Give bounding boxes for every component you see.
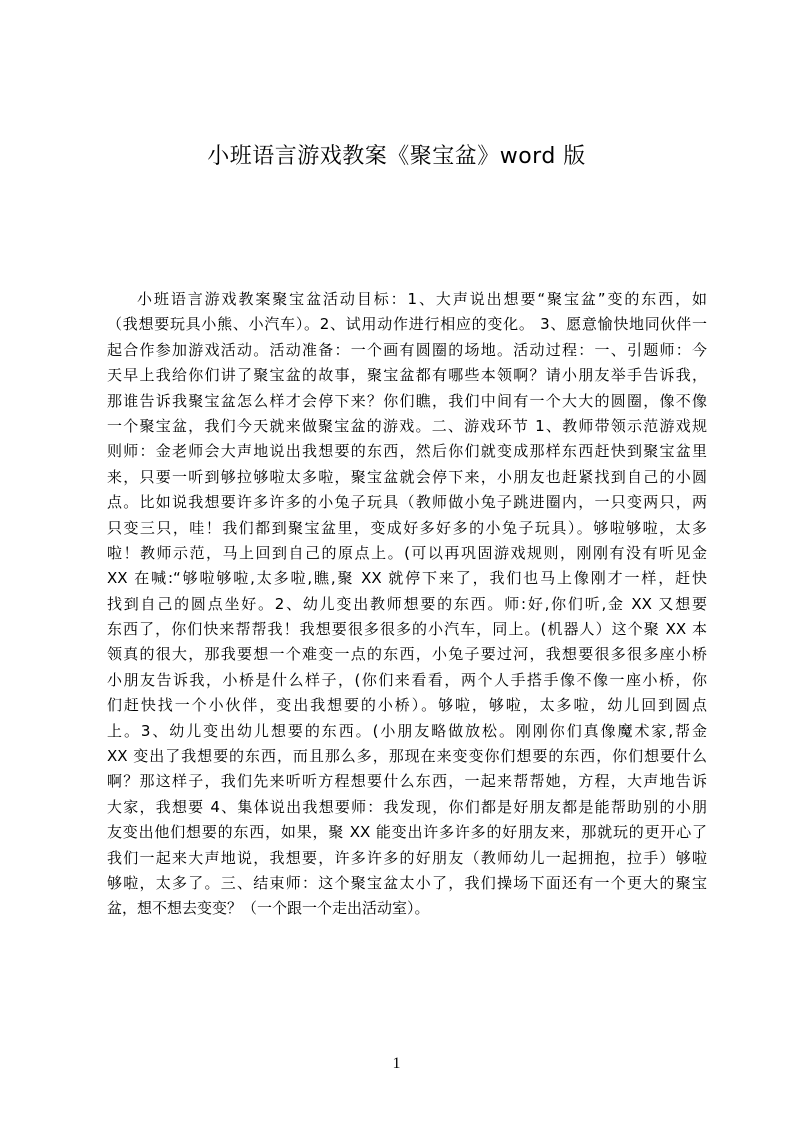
paragraph-line: 只变三只，哇！我们都到聚宝盆里，变成好多好多的小兔子玩具）。够啦够啦，太多 (107, 518, 707, 537)
paragraph-line: 那谁告诉我聚宝盆怎么样才会停下来？你们瞧，我们中间有一个大大的圆圈，像不像 (107, 391, 707, 410)
paragraph-line: 一个聚宝盆，我们今天就来做聚宝盆的游戏。二、游戏环节 1、教师带领示范游戏规 (107, 416, 707, 435)
paragraph-line: 上。3、幼儿变出幼儿想要的东西。(小朋友略做放松。刚刚你们真像魔术家,帮金 (107, 721, 707, 740)
paragraph-line: 天早上我给你们讲了聚宝盆的故事，聚宝盆都有哪些本领啊？请小朋友举手告诉我， (107, 366, 707, 385)
paragraph-line: （我想要玩具小熊、小汽车）。2、试用动作进行相应的变化。 3、愿意愉快地同伙伴一 (107, 315, 707, 334)
paragraph-line: 领真的很大，那我要想一个难变一点的东西，小兔子要过河，我想要很多很多座小桥 (107, 645, 707, 664)
paragraph-line: 啊？那这样子，我们先来听听方程想要什么东西，一起来帮帮她，方程，大声地告诉 (107, 772, 707, 791)
paragraph-line: 够啦，太多了。三、结束师：这个聚宝盆太小了，我们操场下面还有一个更大的聚宝 (107, 873, 707, 892)
paragraph-line: 我们一起来大声地说，我想要，许多许多的好朋友（教师幼儿一起拥抱，拉手）够啦 (107, 848, 707, 867)
paragraph-line: 则师：金老师会大声地说出我想要的东西，然后你们就变成那样东西赶快到聚宝盆里 (107, 442, 707, 461)
page-number: 1 (392, 1055, 401, 1072)
document-title: 小班语言游戏教案《聚宝盆》word 版 (207, 144, 586, 169)
paragraph-line: XX 变出了我想要的东西，而且那么多，那现在来变变你们想要的东西，你们想要什么 (107, 747, 707, 766)
paragraph-line: 大家，我想要 4、集体说出我想要师：我发现，你们都是好朋友都是能帮助别的小朋 (107, 797, 707, 816)
paragraph-line: 小朋友告诉我，小桥是什么样子，(你们来看看，两个人手搭手像不像一座小桥，你 (107, 670, 707, 689)
paragraph-line: XX 在喊:“够啦够啦,太多啦,瞧,聚 XX 就停下来了，我们也马上像刚才一样，赶快 (107, 569, 707, 588)
paragraph-line: 点。比如说我想要许多许多的小兔子玩具（教师做小兔子跳进圈内，一只变两只，两 (107, 493, 707, 512)
paragraph-line: 东西了，你们快来帮帮我！我想要很多很多的小汽车，同上。(机器人）这个聚 XX 本 (107, 620, 707, 639)
paragraph-line: 啦！教师示范，马上回到自己的原点上。(可以再巩固游戏规则，刚刚有没有听见金 (107, 543, 707, 562)
paragraph-line: 来，只要一听到够拉够啦太多啦，聚宝盆就会停下来，小朋友也赶紧找到自己的小圆 (107, 467, 707, 486)
body-paragraph (107, 287, 707, 922)
paragraph-line: 小班语言游戏教案聚宝盆活动目标：1、大声说出想要“聚宝盆”变的东西，如 (137, 290, 707, 308)
paragraph-line: 找到自己的圆点坐好。2、幼儿变出教师想要的东西。师:好,你们听,金 XX 又想要 (107, 594, 707, 613)
paragraph-line: 友变出他们想要的东西，如果，聚 XX 能变出许多许多的好朋友来，那就玩的更开心了 (107, 823, 707, 842)
paragraph-line: 起合作参加游戏活动。活动准备：一个画有圆圈的场地。活动过程：一、引题师：今 (107, 340, 707, 359)
paragraph-line: 们赶快找一个小伙伴，变出我想要的小桥）。够啦，够啦，太多啦，幼儿回到圆点 (107, 696, 707, 715)
paragraph-line: 盆，想不想去变变？（一个跟一个走出活动室）。 (107, 899, 430, 918)
